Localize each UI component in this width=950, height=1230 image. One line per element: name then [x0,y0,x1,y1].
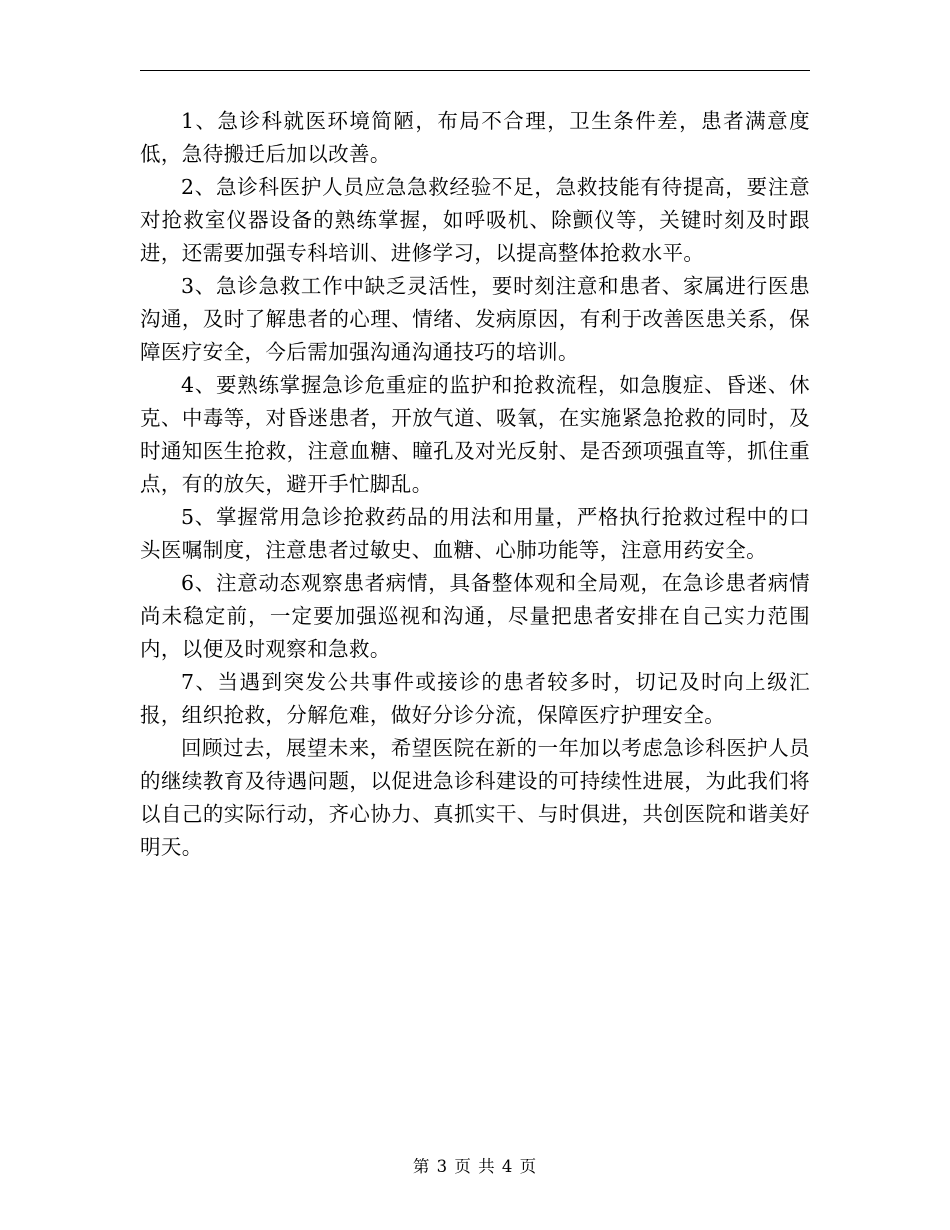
paragraph-conclusion: 回顾过去，展望未来，希望医院在新的一年加以考虑急诊科医护人员的继续教育及待遇问题，以促进急诊科建设的可持续性进展，为此我们将以自己的实际行动，齐心协力、真抓实干、与时俱进，共创医院和谐美好明天。 [140,736,810,859]
paragraph-5: 5、掌握常用急诊抢救药品的用法和用量，严格执行抢救过程中的口头医嘱制度，注意患者过敏史、血糖、心肺功能等，注意用药安全。 [140,505,810,562]
paragraph-2: 2、急诊科医护人员应急急救经验不足，急救技能有待提高，要注意对抢救室仪器设备的熟练掌握，如呼吸机、除颤仪等，关键时刻及时跟进，还需要加强专科培训、进修学习，以提高整体抢救水平。 [140,175,810,265]
paragraph-6: 6、注意动态观察患者病情，具备整体观和全局观，在急诊患者病情尚未稳定前，一定要加强巡视和沟通，尽量把患者安排在自己实力范围内，以便及时观察和急救。 [140,571,810,661]
paragraph-3: 3、急诊急救工作中缺乏灵活性，要时刻注意和患者、家属进行医患沟通，及时了解患者的心理、情绪、发病原因，有利于改善医患关系，保障医疗安全，今后需加强沟通沟通技巧的培训。 [140,274,810,364]
paragraph-4: 4、要熟练掌握急诊危重症的监护和抢救流程，如急腹症、昏迷、休克、中毒等，对昏迷患者，开放气道、吸氧，在实施紧急抢救的同时，及时通知医生抢救，注意血糖、瞳孔及对光反射、是否颈项强直等，抓住重点，有的放矢，避开手忙脚乱。 [140,373,810,496]
paragraph-1: 1、急诊科就医环境简陋，布局不合理，卫生条件差，患者满意度低，急待搬迁后加以改善。 [140,109,810,166]
paragraph-7: 7、当遇到突发公共事件或接诊的患者较多时，切记及时向上级汇报，组织抢救，分解危难，做好分诊分流，保障医疗护理安全。 [140,670,810,727]
page-footer [0,1153,950,1177]
header-rule [140,70,810,71]
document-body [140,105,810,864]
page-number: 第 3 页 共 4 页 [412,1157,538,1176]
